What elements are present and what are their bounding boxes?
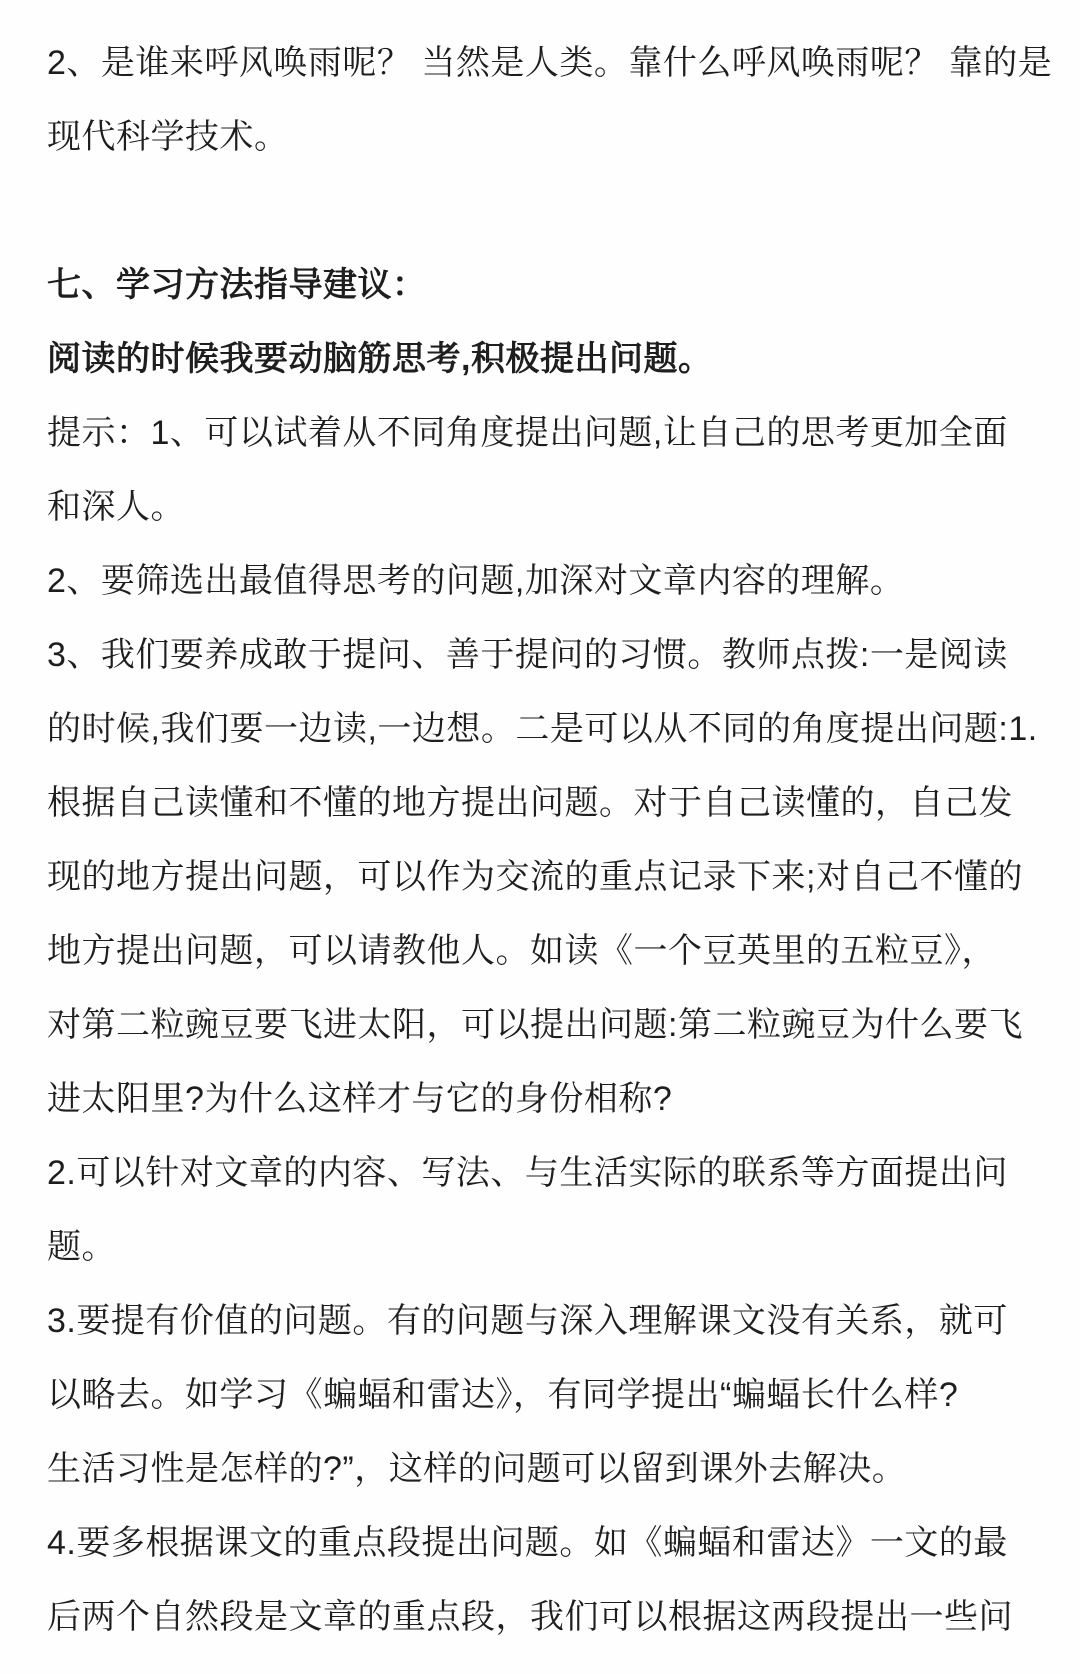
doc-line-08: 3、我们要养成敢于提问、善于提问的习惯。教师点拨:一是阅读	[47, 636, 1008, 674]
doc-line-16: 题。	[47, 1228, 116, 1266]
doc-line-17: 3.要提有价值的问题。有的问题与深入理解课文没有关系，就可	[47, 1302, 1008, 1340]
doc-line-06: 和深人。	[47, 488, 185, 526]
doc-line-13: 对第二粒豌豆要飞进太阳，可以提出问题:第二粒豌豆为什么要飞	[47, 1006, 1023, 1044]
doc-line-12: 地方提出问题，可以请教他人。如读《一个豆英里的五粒豆》，	[47, 932, 996, 970]
doc-line-11: 现的地方提出问题，可以作为交流的重点记录下来;对自己不懂的	[47, 858, 1023, 896]
section-subtitle: 阅读的时候我要动脑筋思考,积极提出问题。	[47, 340, 713, 378]
doc-line-09: 的时候,我们要一边读,一边想。二是可以从不同的角度提出问题:1.	[47, 710, 1038, 748]
doc-line-21: 后两个自然段是文章的重点段，我们可以根据这两段提出一些问	[47, 1598, 1013, 1636]
doc-line-01: 2、是谁来呼风唤雨呢？ 当然是人类。靠什么呼风唤雨呢？ 靠的是	[47, 44, 1053, 82]
doc-line-02: 现代科学技术。	[47, 118, 289, 156]
section-heading: 七、学习方法指导建议：	[47, 266, 427, 304]
doc-line-18: 以略去。如学习《蝙蝠和雷达》，有同学提出“蝙蝠长什么样?	[47, 1376, 959, 1414]
doc-line-07: 2、要筛选出最值得思考的问题,加深对文章内容的理解。	[47, 562, 905, 600]
blank-line	[47, 174, 1052, 248]
doc-line-10: 根据自己读懂和不懂的地方提出问题。对于自己读懂的，自己发	[47, 784, 1013, 822]
doc-line-19: 生活习性是怎样的?”，这样的问题可以留到课外去解决。	[47, 1450, 907, 1488]
doc-line-15: 2.可以针对文章的内容、写法、与生活实际的联系等方面提出问	[47, 1154, 1008, 1192]
doc-line-05: 提示：1、可以试着从不同角度提出问题,让自己的思考更加全面	[47, 414, 1008, 452]
doc-line-14: 进太阳里?为什么这样才与它的身份相称?	[47, 1080, 673, 1118]
doc-line-20: 4.要多根据课文的重点段提出问题。如《蝙蝠和雷达》一文的最	[47, 1524, 1008, 1562]
